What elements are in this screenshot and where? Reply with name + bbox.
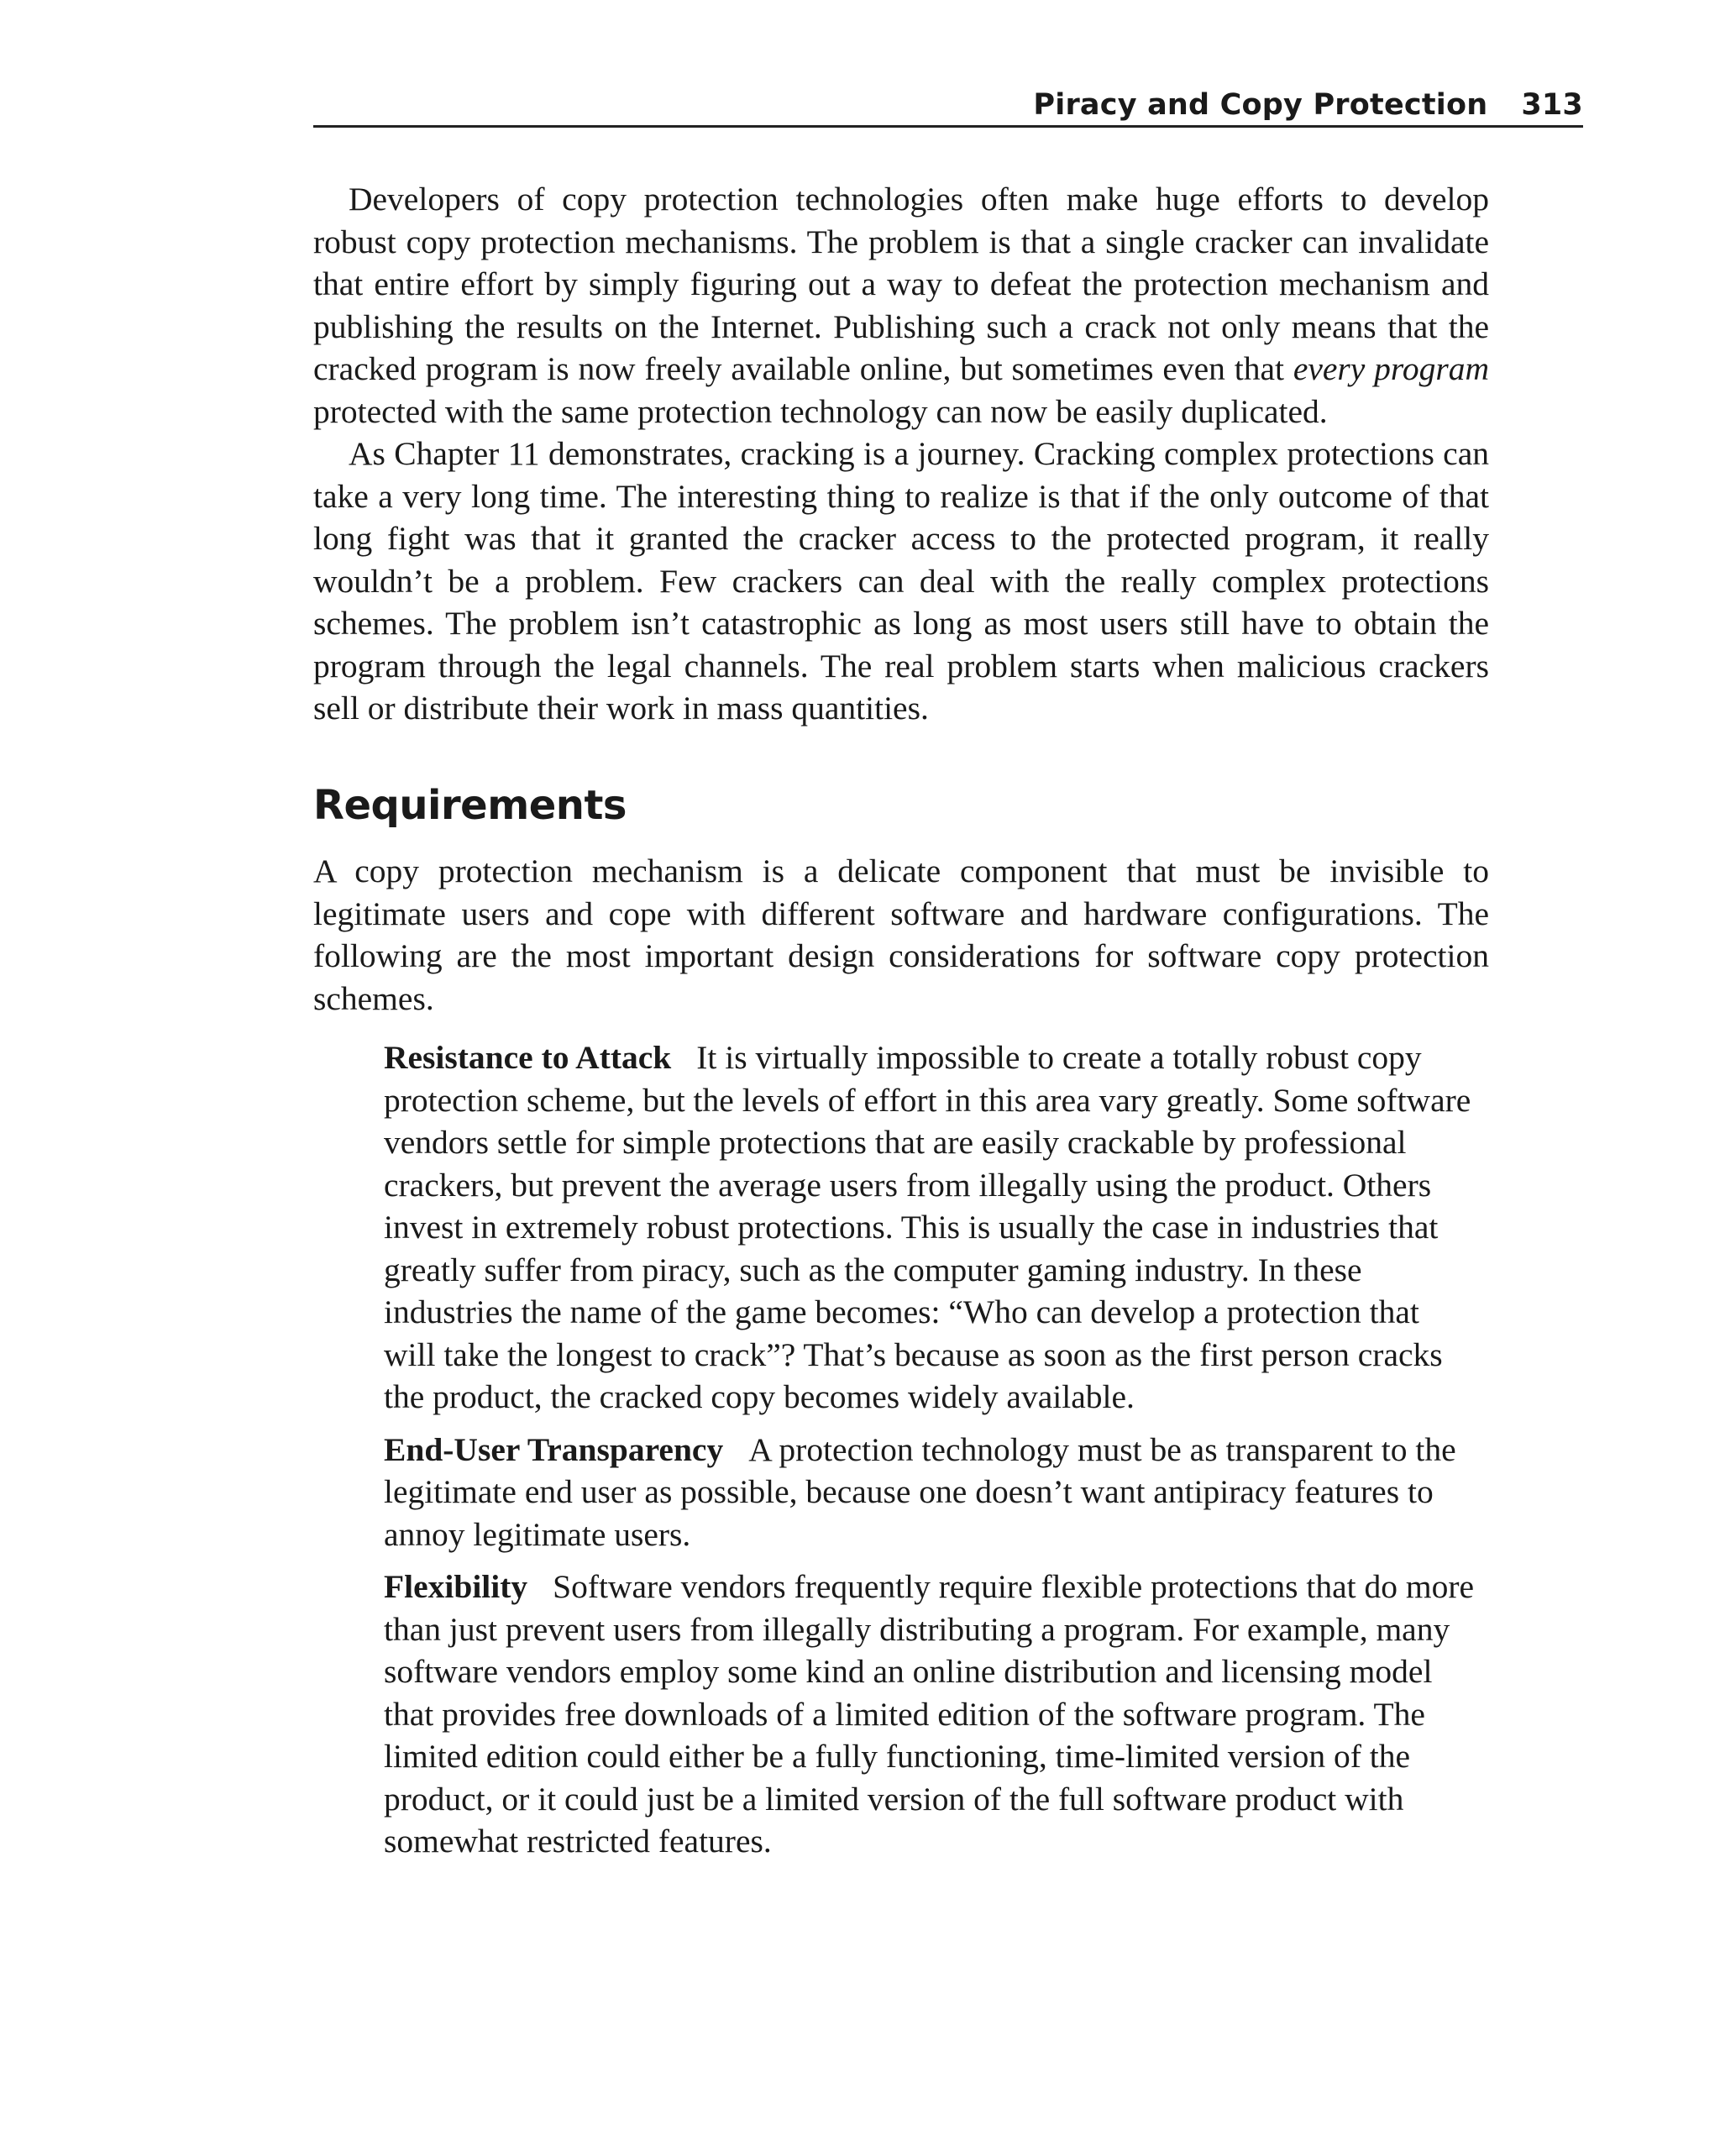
definition-text: It is virtually impossible to create a totally robust copy protection scheme, but the levels of effort in this area vary greatly. Some software vendors settle for simple protections that are easily crackable by professional crackers, but prevent the average users from illegally using the product. Others invest in extremely robust protections. This is usually the case in industries that greatly suffer from piracy, such as the computer gaming industry. In these industries the name of the game becomes: “Who can develop a protection that will take the longest to crack”? That’s because as soon as the first person cracks the product, the cracked copy becomes widely available.	[384, 1039, 1471, 1415]
running-header	[313, 81, 1583, 128]
paragraph-2: As Chapter 11 demonstrates, cracking is a journey. Cracking complex protections can take a very long time. The interesting thing to realize is that if the only outcome of that long fight was that it granted the cracker access to the protected program, it really wouldn’t be a problem. Few crackers can deal with the really complex protections schemes. The problem isn’t catastrophic as long as most users still have to obtain the program through the legal channels. The real problem starts when malicious crackers sell or distribute their work in mass quantities.	[313, 435, 1489, 727]
paragraph-1-emphasis: every program	[1293, 350, 1489, 387]
section-intro: A copy protection mechanism is a delicate component that must be invisible to legitimate users and cope with different software and hardware configurations. The following are the most important design considerations for software copy protection schemes.	[313, 852, 1489, 1017]
definition-text: Software vendors frequently require flexible protections that do more than just prevent users from illegally distributing a program. For example, many software vendors employ some kind an online distribution and licensing model that provides free downloads of a limited edition of the software program. The limited edition could either be a fully functioning, time-limited version of the product, or it could just be a limited version of the full software product with somewhat restricted features.	[384, 1568, 1475, 1860]
definition-item	[384, 1429, 1474, 1556]
paragraph-1-text-b: protected with the same protection technology can now be easily duplicated.	[313, 392, 1328, 430]
chapter-title: Piracy and Copy Protection	[1033, 88, 1488, 122]
definition-item	[384, 1036, 1474, 1419]
definition-text: A protection technology must be as transparent to the legitimate end user as possible, because one doesn’t want antipiracy features to annoy legitimate users.	[384, 1430, 1456, 1553]
section-heading: Requirements	[313, 781, 627, 829]
definition-term: Resistance to Attack	[384, 1039, 672, 1076]
definition-term: End-User Transparency	[384, 1430, 724, 1468]
paragraph-1	[313, 178, 1489, 433]
page-number: 313	[1521, 88, 1583, 122]
paragraph-1-text-a: Developers of copy protection technologies often make huge efforts to develop robust copy protection mechanisms. The problem is that a single cracker can invalidate that entire effort by simply figuring out a way to defeat the protection mechanism and publishing the results on the Internet. Publishing such a crack not only means that the cracked program is now freely available online, but sometimes even that	[313, 181, 1489, 387]
body-text	[313, 178, 1489, 1873]
definition-term: Flexibility	[384, 1568, 528, 1605]
definition-list	[384, 1036, 1474, 1863]
definition-item	[384, 1566, 1474, 1863]
